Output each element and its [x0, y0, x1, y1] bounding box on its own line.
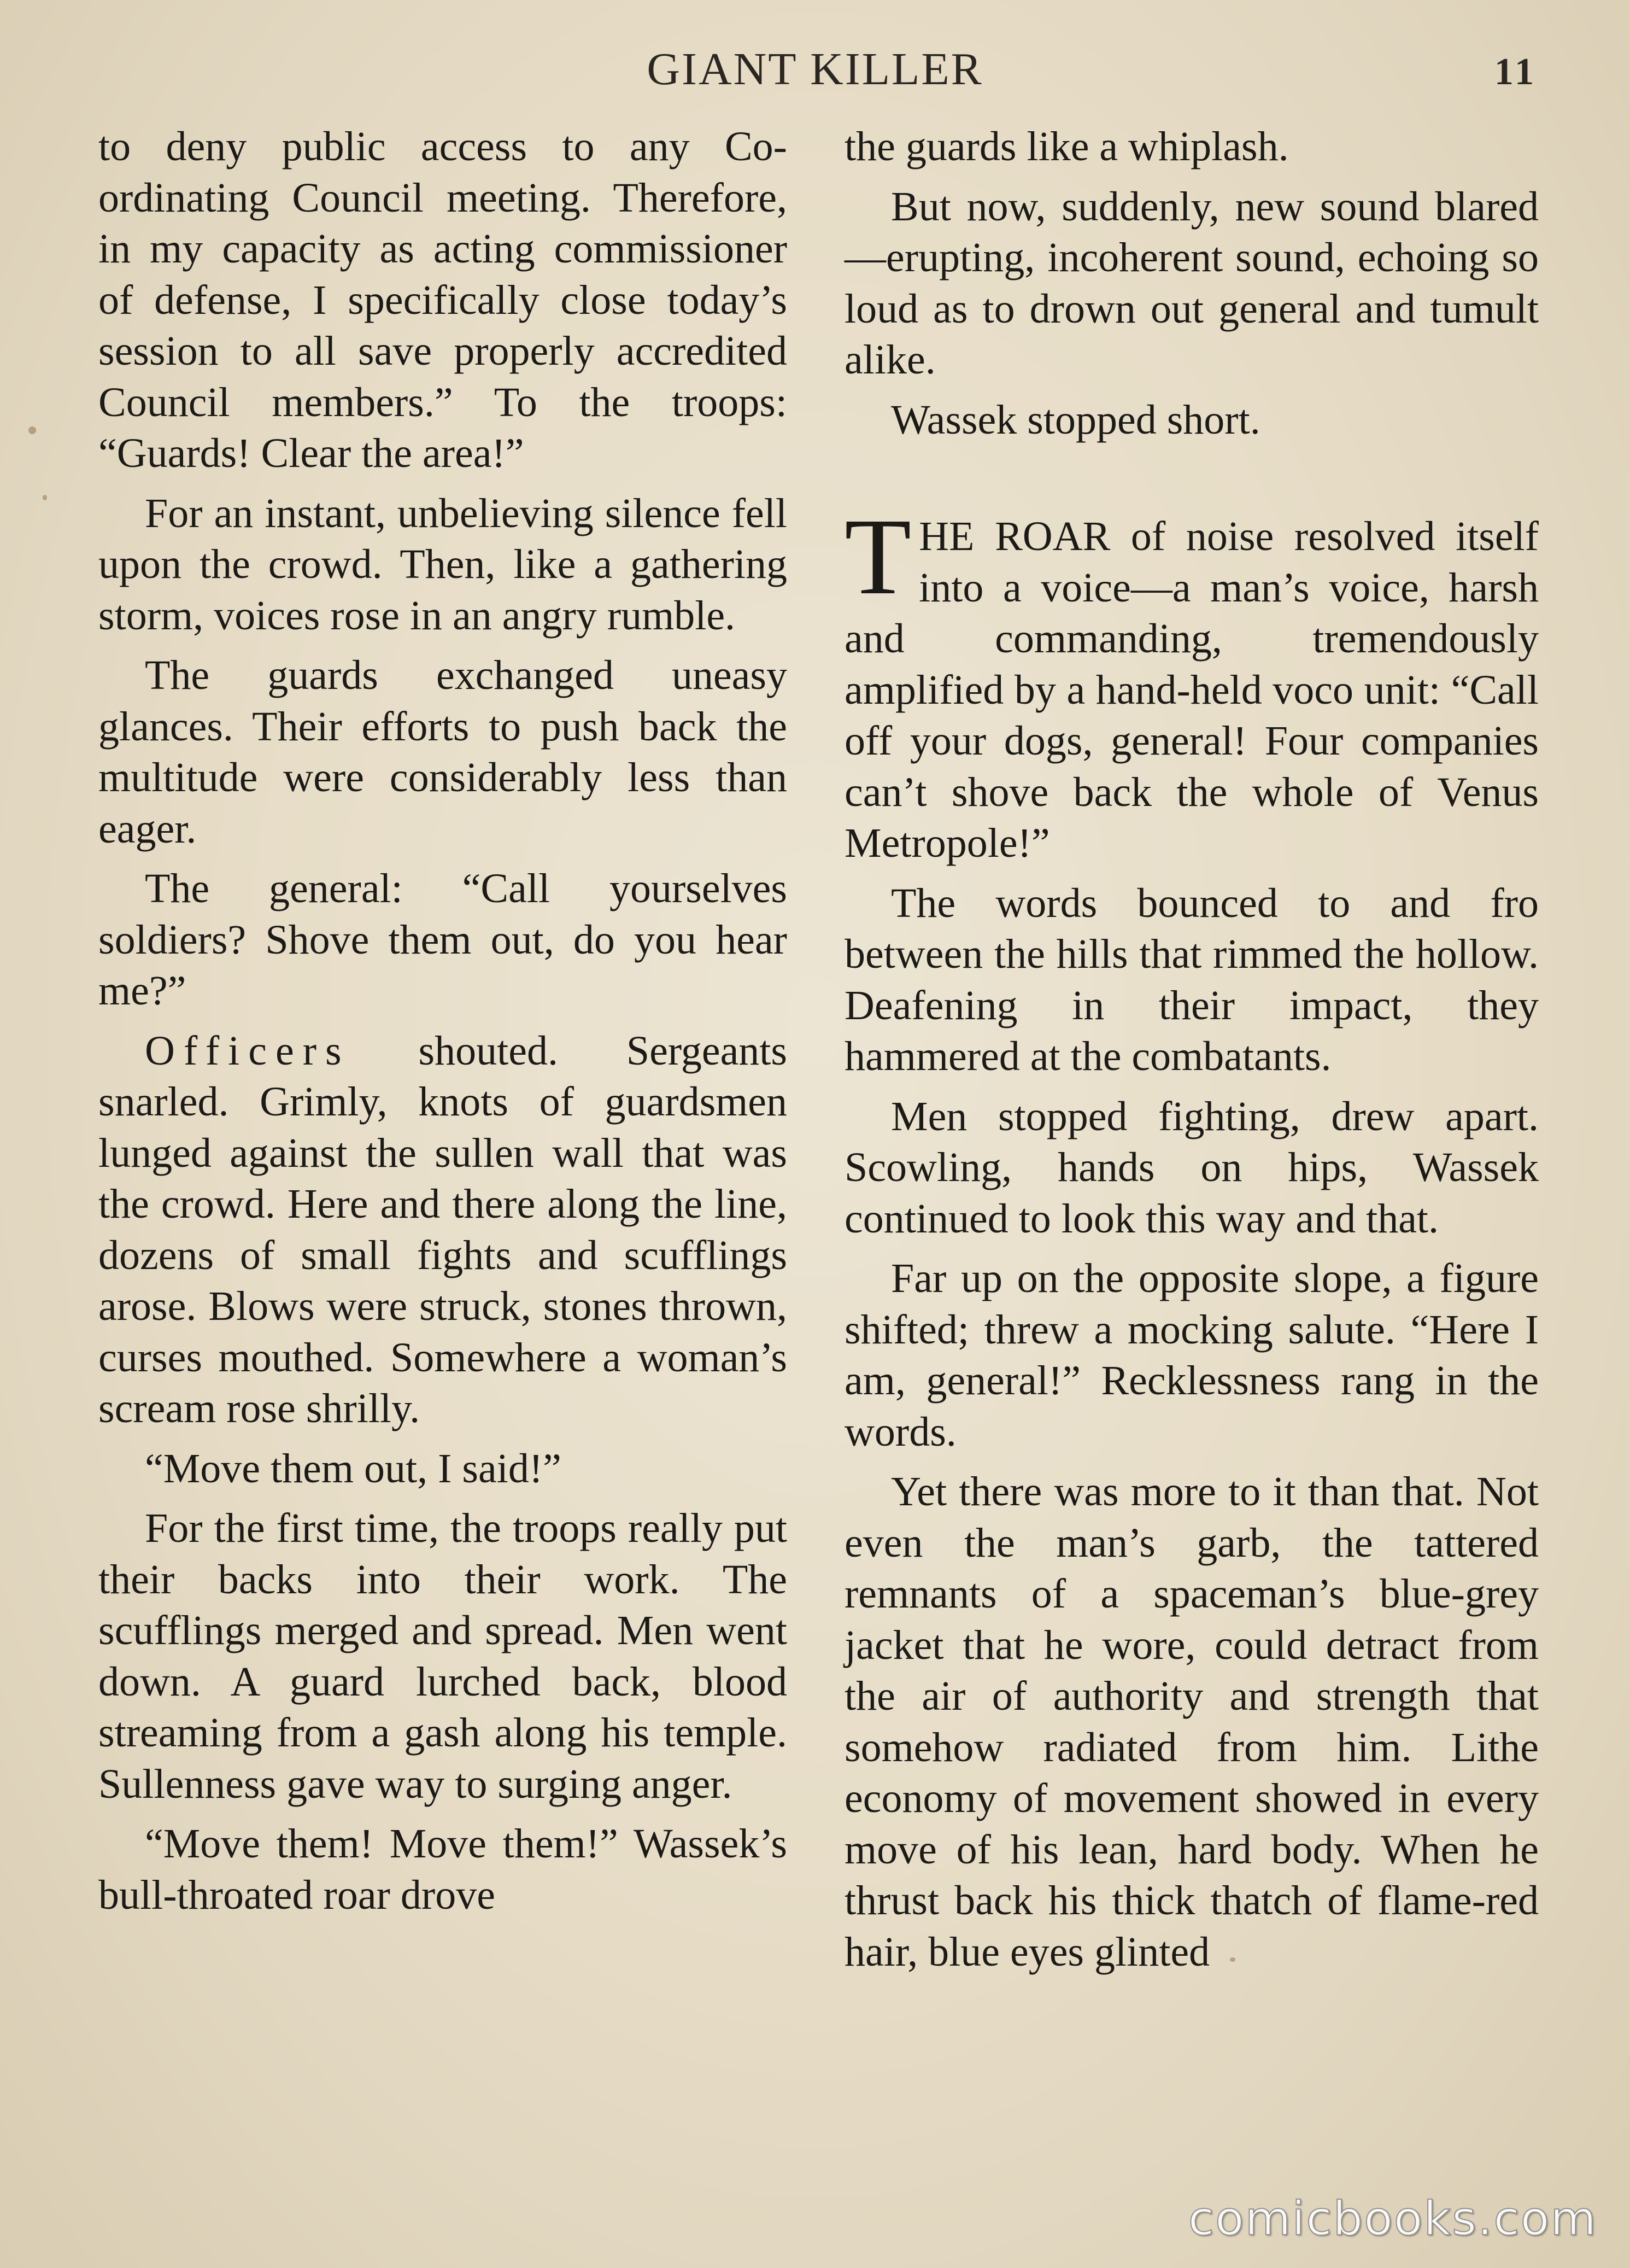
paragraph: The guards exchanged uneasy glances. Their efforts to push back the multitude were considerably less than eager. [98, 652, 787, 852]
paragraph-text: of noise resolved itself into a voice—a man’s voice, harsh and commanding, tremendously amplified by a hand-held voco unit: “Call off your dogs, general! Four companies can’t shove back the whole of Venus Metropole!” [845, 513, 1539, 866]
paragraph: “Move them! Move them!” Wassek’s bull-throated roar drove [98, 1821, 787, 1918]
drop-cap: T [845, 496, 912, 617]
left-column [98, 121, 787, 1930]
paragraph: Wassek stopped short. [891, 396, 1260, 443]
paragraph: Men stopped fighting, drew apart. Scowling, hands on hips, Wassek continued to look this way and that. [845, 1093, 1539, 1242]
paragraph: “Move them out, I said!” [145, 1445, 561, 1492]
paragraph-text: shouted. Sergeants snarled. Grimly, knots of guardsmen lunged against the sullen wall that was the crowd. Here and there along the line, dozens of small fights and scufflings arose. Blows were struck, stones thrown, curses mouthed. Somewhere a woman’s scream rose shrilly. [98, 1027, 787, 1431]
section-opening-paragraph [845, 496, 1539, 869]
paper-speck [43, 495, 47, 500]
paper-speck [28, 426, 36, 434]
paper-speck [1230, 1957, 1235, 1962]
watermark-logo: comicbooks.com [1188, 2191, 1597, 2246]
small-caps-lead: HE ROAR [919, 513, 1111, 559]
paragraph: the guards like a whiplash. [845, 124, 1289, 169]
paragraph: Yet there was more to it than that. Not even the man’s garb, the tattered remnants of a spaceman’s blue-grey jacket that he wore, could detract from the air of authority and strength that somehow radiated from him. Lithe economy of movement showed in every move of his lean, hard body. When he thrust back his thick thatch of flame-red hair, blue eyes glinted [845, 1469, 1539, 1975]
paragraph: For the first time, the troops really put their backs into their work. The scufflings merged and spread. Men went down. A guard lurched back, blood streaming from a gash along his temple. Sullenness gave way to surging anger. [98, 1505, 787, 1807]
paragraph: Far up on the opposite slope, a figure shifted; threw a mocking salute. “Here I am, general!” Recklessness rang in the words. [845, 1255, 1539, 1455]
paragraph: The words bounced to and fro between the hills that rimmed the hollow. Deafening in their impact, they hammered at the combatants. [845, 880, 1539, 1079]
paragraph [98, 1026, 787, 1435]
letterspaced-word: Officers [145, 1027, 350, 1074]
paragraph: The general: “Call yourselves soldiers? Shove them out, do you hear me?” [98, 866, 787, 1014]
paragraph: But now, suddenly, new sound blared—erupting, incoherent sound, echoing so loud as to drown out general and tumult alike. [845, 183, 1539, 383]
running-title: GIANT KILLER [647, 44, 983, 95]
paragraph: to deny public access to any Co-ordinating Council meeting. Therefore, in my capacity as acting commissioner of defense, I specifically close today’s session to all save properly accredited Council members.” To the troops: “Guards! Clear the area!” [98, 124, 787, 476]
right-column [845, 121, 1539, 1986]
page-number: 11 [1494, 51, 1537, 93]
paragraph: For an instant, unbelieving silence fell upon the crowd. Then, like a gathering storm, voices rose in an angry rumble. [98, 490, 787, 639]
